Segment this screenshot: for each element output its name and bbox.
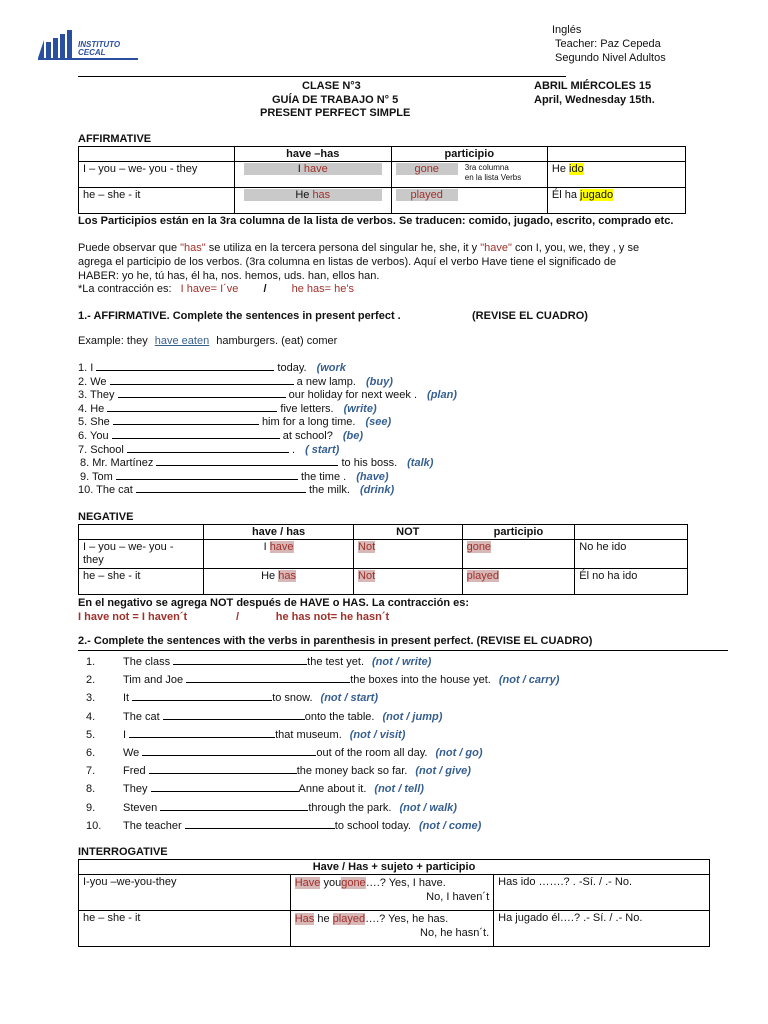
exercise1-item-num: 9. Tom [80,470,113,483]
exercise1-item-rest: a new lamp. [296,375,356,388]
contraction-line [78,283,354,295]
exercise2-rule [78,650,728,651]
exercise2-item-num: 4. [86,710,96,723]
exercise2-item-rest: Anne about it. [298,783,367,796]
exercise1-item-rest: today. [277,362,307,374]
aux-have: have [303,163,328,175]
interrogative-title: INTERROGATIVE [78,846,168,858]
exercise2-item-rest: to snow. [272,692,313,705]
neg-aux-have: have [269,541,294,553]
exercise1-item [78,402,377,415]
exercise1-item-num: 6. You [78,430,109,442]
exercise1-item-num: 3. They [78,389,115,402]
exercise2-item-hint: (not / go) [435,747,483,759]
exercise1-item-num: 7. School [78,443,124,456]
exercise1-item-hint: (be) [342,430,364,442]
exercise1-item-num: 1. I [78,362,94,374]
exercise2-item-hint: (not / jump) [382,710,443,723]
interrogative-header: Have / Has + sujeto + participio [79,860,710,875]
logo-text-instituto: INSTITUTO [78,40,121,49]
exercise1-item-hint: (buy) [365,375,393,388]
spanish-he: He [551,163,566,175]
answer-blank[interactable] [156,456,338,466]
exercise2-item [86,691,378,704]
exercise1-item-hint: (drink) [359,484,395,497]
exercise2-item [86,728,405,741]
row-subject-plural: I – you – we- you - they [79,162,235,188]
neg-col-not: NOT [354,525,463,540]
institute-logo [36,28,146,62]
exercise2-item-hint: (not / start) [320,692,378,705]
usage-note-line2: agrega el participio de los verbos. (3ra columna en listas de verbos). Aquí el verbo Have tiene el significado de [78,256,617,268]
answer-blank[interactable] [186,673,350,683]
answer-blank[interactable] [110,375,294,385]
exercise2-item [86,710,442,723]
exercise2-item [86,801,457,814]
usage-text-b: se utiliza en la tercera persona del singular he, she, it y [205,242,481,254]
neg-not-2: Not [358,570,376,582]
exercise2-item-num: 5. [86,728,96,741]
negative-contraction: I have not = I haven´t / he has not= he hasn´t [78,611,390,623]
teacher-label: Teacher: Paz Cepeda [555,38,661,50]
exercise2-item-rest: the boxes into the house yet. [350,674,491,687]
exercise2-item-rest: out of the room all day. [316,747,428,759]
participios-note: Los Participios están en la 3ra columna de la lista de verbos. Se traducen: comido, jugado, escrito, comprado etc. [78,215,674,227]
exercise2-item-rest: to school today. [334,819,411,832]
neg-participle-played: played [466,570,499,582]
example-label: Example: they [78,335,148,347]
neg-pronoun-he: He [261,570,276,582]
exercise1-item-rest: . [292,443,296,456]
contraction-slash: / [263,283,267,295]
participle-played: played [396,189,458,201]
exercise2-item-subject: I [123,728,127,741]
exercise1-item-num: 4. He [78,402,105,415]
contraction-label: *La contracción es: [78,283,172,295]
exercise1-item-rest: to his boss. [341,457,398,470]
exercise2-item-subject: Fred [123,765,146,778]
exercise2-item-rest: the test yet. [307,656,365,668]
answer-blank[interactable] [151,782,299,792]
example-rest: hamburgers. (eat) comer [216,335,338,347]
exercise1-item [80,470,389,483]
answer-blank[interactable] [113,415,259,425]
note-3ra-columna: 3ra columna [464,163,509,172]
neg-not-1: Not [358,541,376,553]
exercise1-item-hint: (talk) [407,457,434,470]
exercise1-item [78,429,363,442]
int-subj-you: you [323,877,342,889]
int-row2-spanish: Ha jugado él….? .- Sí. / .- No. [494,911,710,947]
exercise1-title: 1.- AFFIRMATIVE. Complete the sentences in present perfect . [78,310,401,322]
neg-aux-has: has [278,570,296,582]
int-row2-subject: he – she - it [79,911,291,947]
exercise2-item-subject: Steven [123,801,158,814]
exercise2-item-subject: It [123,692,130,705]
usage-note-line3: HABER: yo he, tú has, él ha, nos. hemos, uds. han, ellos han. [78,270,380,282]
exercise1-item [78,361,346,374]
negative-title: NEGATIVE [78,511,134,523]
note-lista-verbs: en la lista Verbs [464,173,522,182]
answer-blank[interactable] [107,402,277,412]
int-aux-has: Has [294,913,315,925]
exercise2-item-hint: (not / visit) [349,728,406,741]
exercise2-item-rest: through the park. [308,801,392,814]
int-part-gone: gone [341,877,366,889]
exercise2-item-num: 10. [86,819,102,832]
answer-blank[interactable] [142,746,316,756]
participle-gone: gone [396,163,458,175]
exercise2-item-subject: We [123,747,140,759]
answer-blank[interactable] [149,764,297,774]
exercise2-item [86,819,481,832]
exercise1-revise: (REVISE EL CUADRO) [472,310,588,322]
spanish-jugado: jugado [580,189,614,201]
date-spanish: ABRIL MIÉRCOLES 15 [534,80,652,92]
negative-table [78,524,688,595]
exercise2-item-num: 2. [86,674,96,687]
exercise2-item [86,764,471,777]
spanish-ido: ido [569,163,584,175]
exercise2-item-subject: They [123,783,148,796]
exercise1-item-num: 8. Mr. Martínez [80,457,154,470]
answer-blank[interactable] [160,801,308,811]
neg-pronoun-i: I [263,541,267,553]
exercise2-item-rest: the money back so far. [296,765,408,778]
example-answer: have eaten [154,335,210,347]
exercise2-item-num: 9. [86,801,96,814]
neg-row1-subject-a: I – you – we- you - [83,541,174,553]
col-participio: participio [391,147,547,162]
exercise2-item-rest: that museum. [275,728,342,741]
int-row2-negative: No, he hasn´t. [420,927,490,939]
exercise2-item-hint: (not / come) [419,819,482,832]
exercise1-item [78,443,339,456]
subject-label: Inglés [552,24,582,36]
usage-text-c: con I, you, we, they , y se [511,242,640,254]
col-have-has: have –has [234,147,391,162]
neg-participle-gone: gone [466,541,492,553]
interrogative-table [78,859,710,947]
topic-title: PRESENT PERFECT SIMPLE [260,107,411,119]
exercise2-item [86,673,559,686]
exercise1-item-rest: the time . [300,470,347,483]
neg-spanish-2: Él no ha ido [575,569,688,595]
exercise2-item-num: 8. [86,783,96,796]
header-rule [78,76,566,77]
usage-has: "has" [180,242,206,254]
pronoun-he: He [295,189,310,201]
neg-col-have-has: have / has [204,525,354,540]
exercise2-item-hint: (not / tell) [374,783,424,796]
level-label: Segundo Nivel Adultos [555,52,666,64]
exercise2-item-num: 7. [86,765,96,778]
usage-text-a: Puede observar que [78,242,181,254]
spanish-el-ha: Él ha [551,189,577,201]
negative-note: En el negativo se agrega NOT después de HAVE o HAS. La contracción es: [78,597,470,609]
int-subj-he: he [317,913,330,925]
exercise1-item [80,456,433,469]
exercise2-item-num: 3. [86,692,96,705]
neg-spanish-1: No he ido [575,540,688,569]
exercise1-example [78,335,337,347]
contraction-i-have: I have= I´ve [180,283,239,295]
aux-has: has [312,189,331,201]
answer-blank[interactable] [96,361,274,371]
answer-blank[interactable] [136,483,306,493]
exercise1-item-rest: our holiday for next week . [288,389,418,402]
answer-blank[interactable] [132,691,272,701]
answer-blank[interactable] [173,655,307,665]
exercise2-item [86,746,483,759]
int-row1-spanish: Has ido …….? . -Sí. / .- No. [494,875,710,911]
exercise2-item [86,655,431,668]
usage-note-line1 [78,242,639,254]
int-part-played: played [332,913,366,925]
exercise2-item [86,782,424,795]
exercise1-item-hint: (see) [365,416,392,429]
answer-blank[interactable] [127,443,289,453]
exercise1-item [78,483,394,496]
exercise2-item-num: 6. [86,747,96,759]
guide-number: GUÍA DE TRABAJO N° 5 [272,94,399,106]
exercise2-item-num: 1. [86,656,96,668]
exercise1-item-hint: (plan) [427,389,457,402]
exercise1-item-num: 2. We [78,375,107,388]
exercise2-item-hint: (not / walk) [399,801,457,814]
exercise1-item-hint: (write) [343,402,377,415]
clase-number: CLASE N°3 [302,80,361,92]
int-aux-have: Have [294,877,321,889]
exercise1-item-rest: him for a long time. [261,416,356,429]
answer-blank[interactable] [129,728,275,738]
neg-row1-subject-b: they [83,554,104,566]
exercise2-item-hint: (not / carry) [498,674,560,687]
exercise2-item-hint: (not / write) [372,656,432,668]
int-row2-question: ….? Yes, he has. [365,913,449,925]
exercise2-item-subject: Tim and Joe [123,674,184,687]
answer-blank[interactable] [163,710,305,720]
exercise1-item-rest: at school? [282,430,333,442]
usage-have: "have" [480,242,512,254]
exercise1-item-num: 5. She [78,416,110,429]
exercise2-item-rest: onto the table. [304,710,375,723]
pronoun-i: I [297,163,301,175]
exercise1-item [78,388,457,401]
answer-blank[interactable] [112,429,280,439]
exercise1-item-hint: (work [316,362,346,374]
int-row1-negative: No, I haven´t [426,891,490,903]
answer-blank[interactable] [118,388,286,398]
neg-row2-subject: he – she - it [79,569,204,595]
contraction-he-has: he has= he's [291,283,354,295]
logo-text-cecal: CECAL [78,48,106,57]
exercise2-item-hint: (not / give) [415,765,471,778]
exercise1-item-rest: the milk. [308,484,350,497]
neg-col-participio: participio [462,525,575,540]
exercise2-item-subject: The cat [123,710,160,723]
affirmative-title: AFFIRMATIVE [78,133,152,145]
exercise1-item [78,415,391,428]
exercise1-item-hint: ( start) [305,443,340,456]
answer-blank[interactable] [185,819,335,829]
exercise2-item-subject: The class [123,656,171,668]
exercise2-title: 2.- Complete the sentences with the verbs in parenthesis in present perfect. (REVISE EL CUADRO) [78,635,593,647]
date-english: April, Wednesday 15th. [534,94,655,106]
int-row1-question: ….? Yes, I have. [365,877,446,889]
exercise2-item-subject: The teacher [123,819,182,832]
exercise1-item-num: 10. The cat [78,484,133,497]
exercise1-item-hint: (have) [356,470,389,483]
answer-blank[interactable] [116,470,298,480]
exercise1-item-rest: five letters. [280,402,334,415]
int-row1-subject: I-you –we-you-they [79,875,291,911]
affirmative-table [78,146,686,214]
exercise1-item [78,375,393,388]
row-subject-singular: he – she - it [79,188,235,214]
